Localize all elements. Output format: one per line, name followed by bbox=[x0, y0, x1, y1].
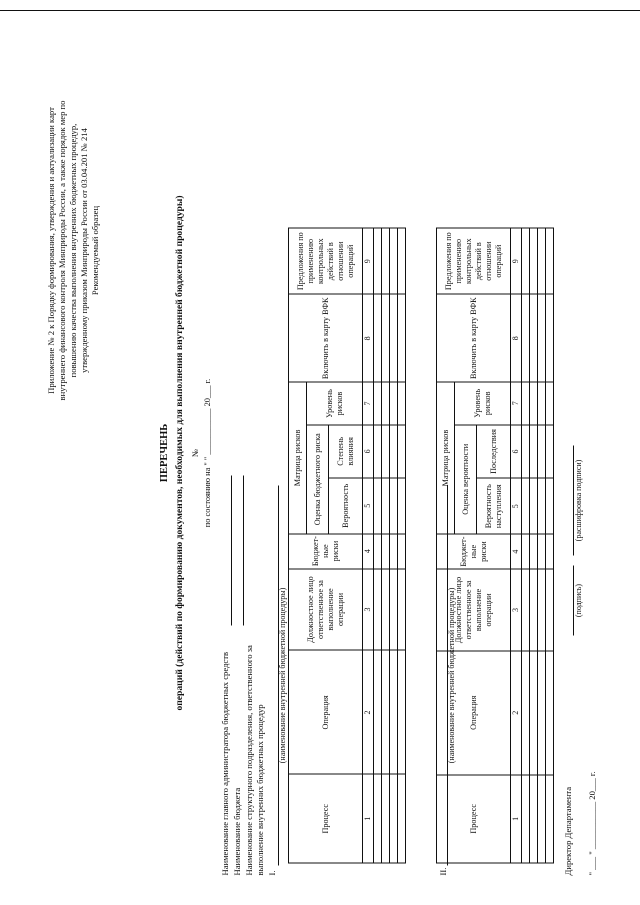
as-of-date-line: по состоянию на " " ___________ 20___ г. bbox=[203, 378, 212, 527]
th-include-vfk: Включить в карту ВФК bbox=[289, 294, 363, 382]
header-line-5: Рекомендуемый образец bbox=[90, 205, 100, 295]
field-budget-label: Наименование бюджета bbox=[232, 787, 242, 875]
table-row bbox=[538, 228, 546, 863]
header-line-2: внутреннего финансового контроля Минприроды России, а также порядок мер по bbox=[57, 100, 67, 400]
table-row bbox=[522, 228, 530, 863]
th2-operation: Операция bbox=[437, 650, 511, 774]
section-2-caption: (наименование внутренней бюджетной процедуры) bbox=[447, 587, 456, 763]
th2-budget-risks: Бюджет-ные риски bbox=[437, 534, 511, 569]
col2-num-1: 1 bbox=[511, 774, 522, 862]
th-budget-risks: Бюджет-ные риски bbox=[289, 533, 363, 568]
col-num-4: 4 bbox=[363, 533, 374, 568]
rotated-page bbox=[40, 20, 600, 885]
th2-process: Процесс bbox=[437, 774, 511, 862]
th-operation: Операция bbox=[289, 650, 363, 774]
th-control-degree: Степень влияния bbox=[329, 424, 363, 477]
th2-probability: Вероятность наступления bbox=[477, 478, 511, 534]
field-unit-label-1: Наименование структурного подразделения, ответственного за bbox=[244, 644, 254, 875]
table-row bbox=[390, 228, 398, 863]
th-risk-matrix: Матрица рисков bbox=[289, 382, 307, 533]
th2-include-vfk: Включить в карту ВФК bbox=[437, 294, 511, 382]
th-risk-level: Уровень рисков bbox=[307, 382, 363, 425]
decode-caption: (расшифровка подписи) bbox=[574, 459, 583, 541]
th2-proposals: Предложения по применению контрольных действий в отношении операций bbox=[437, 228, 511, 294]
operations-table-2 bbox=[436, 227, 554, 863]
col-num-5: 5 bbox=[363, 477, 374, 533]
field-unit-label-2: выполнение внутренних бюджетных процедур bbox=[255, 703, 265, 875]
field-budget-underline bbox=[243, 475, 244, 625]
director-label: Директор Департамента bbox=[563, 786, 573, 875]
col2-num-2: 2 bbox=[511, 650, 522, 774]
th2-risk-level: Уровень рисков bbox=[455, 382, 511, 425]
th-process: Процесс bbox=[289, 774, 363, 863]
col-num-1: 1 bbox=[363, 774, 374, 863]
th2-responsible: Должностное лицо ответственное за выполнение операции bbox=[437, 569, 511, 651]
table-row bbox=[382, 228, 390, 863]
table-row bbox=[374, 228, 382, 863]
operations-table-1 bbox=[288, 227, 406, 863]
header-line-3: повышению качества выполнения внутренних бюджетных процедур, bbox=[68, 123, 78, 377]
col-num-7: 7 bbox=[363, 382, 374, 425]
th2-probability-assessment: Оценка вероятности bbox=[455, 424, 477, 533]
col2-num-4: 4 bbox=[511, 534, 522, 569]
col2-num-7: 7 bbox=[511, 382, 522, 425]
th-probability: Вероятность bbox=[329, 477, 363, 533]
th-risk-assessment: Оценка бюджетного риска bbox=[307, 424, 329, 533]
section-1-caption: (наименование внутренней бюджетной процедуры) bbox=[278, 587, 287, 763]
signature-caption: (подпись) bbox=[574, 583, 583, 617]
top-border-line bbox=[0, 10, 640, 11]
field-admin-label: Наименование главного администратора бюджетных средств bbox=[220, 651, 230, 875]
col-num-8: 8 bbox=[363, 294, 374, 382]
th-responsible: Должностное лицо ответственное за выполнение операции bbox=[289, 568, 363, 650]
field-admin-underline bbox=[231, 475, 232, 625]
document-title: ПЕРЕЧЕНЬ bbox=[159, 423, 170, 482]
table-row bbox=[546, 228, 554, 863]
col-num-3: 3 bbox=[363, 568, 374, 650]
section-2-label: II. bbox=[438, 867, 448, 875]
col-num-2: 2 bbox=[363, 650, 374, 774]
header-line-1: Приложение № 2 к Порядку формирования, утверждения и актуализации карт bbox=[46, 106, 56, 394]
number-line: № bbox=[191, 448, 200, 457]
col2-num-6: 6 bbox=[511, 424, 522, 478]
table-row bbox=[398, 228, 406, 863]
footer-date-line: " ___ " ___________ 20___ г. bbox=[587, 770, 597, 875]
col2-num-5: 5 bbox=[511, 478, 522, 534]
th-proposals: Предложения по применению контрольных действий в отношении операций bbox=[289, 228, 363, 294]
appendix-header bbox=[46, 30, 101, 470]
col2-num-8: 8 bbox=[511, 294, 522, 382]
th2-risk-matrix: Матрица рисков bbox=[437, 382, 455, 534]
table-row bbox=[530, 228, 538, 863]
col2-num-9: 9 bbox=[511, 228, 522, 294]
section-1-label: I. bbox=[267, 869, 277, 875]
header-line-4: утвержденному приказом Минприроды России от 03.04.201 № 214 bbox=[79, 127, 89, 373]
col-num-6: 6 bbox=[363, 424, 374, 477]
th2-consequences: Последствия bbox=[477, 424, 511, 478]
col-num-9: 9 bbox=[363, 228, 374, 294]
document-subtitle: операций (действий по формированию документов, необходимых для выполнения внутренней бюджетной процедуры) bbox=[174, 194, 185, 711]
col2-num-3: 3 bbox=[511, 569, 522, 651]
